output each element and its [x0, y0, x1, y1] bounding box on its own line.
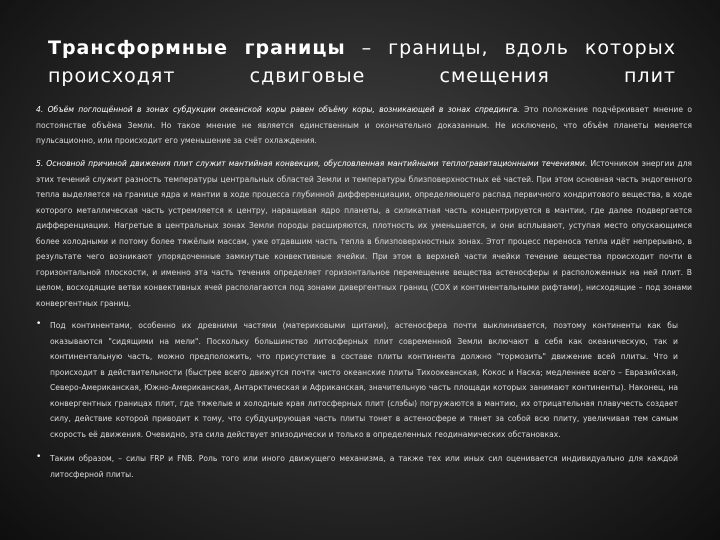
- title-bold-term: Трансформные границы: [48, 37, 346, 59]
- paragraph-4: [36, 102, 692, 149]
- bullet-text: Под континентами, особенно их древними частями (материковыми щитами), астеносфера почти выклинивается, поэтому континенты как бы оказываются "сидящими на мели". Поскольку большинство литосферных плит современной Земли включают в себя как океаническую, так и континентальную часть, можно предположить, что присутствие в составе плиты континента должно "тормозить" движение всей плиты. Что и происходит в действительности (быстрее всего движутся почти чисто океанские плиты Тихоокеанская, Кокос и Наска; медленнее всего – Евразийская, Северо-Американская, Южно-Американская, Антарктическая и Африканская, значительную часть площади которых занимают континенты). Наконец, на конвергентных границах плит, где тяжелые и холодные края литосферных плит (слэбы) погружаются в мантию, их отрицательная плавучесть создает силу, действие которой приводит к тому, что субдуцирующая часть плиты тонет в астеносфере и тянет за собой всю плиту, увеличивая тем самым скорость её движения. Очевидно, эта сила действует эпизодически и только в определенных геодинамических обстановках.: [50, 321, 678, 439]
- bullet-dot-icon: •: [36, 452, 42, 462]
- paragraph-5: [36, 156, 692, 311]
- bullet-text: Таким образом, – силы FRP и FNB. Роль того или иного движущего механизма, а также тех или иных сил оценивается индивидуально для каждой литосферной плиты.: [50, 454, 678, 479]
- paragraph-4-lead: 4. Объём поглощённой в зонах субдукции океанской коры равен объёму коры, возникающей в зонах спрединга.: [36, 105, 520, 114]
- bullet-dot-icon: •: [36, 319, 42, 329]
- slide-title: [48, 34, 676, 90]
- paragraph-5-lead: 5. Основной причиной движения плит служит мантийная конвекция, обусловленная мантийными теплогравитационными течениями.: [36, 159, 588, 168]
- title-definition: – границы, вдоль которых происходят сдвиговые смещения плит: [48, 37, 676, 87]
- paragraph-5-body: Источником энергии для этих течений служит разность температуры центральных областей Земли и температуры близповерхностных её частей. При этом основная часть эндогенного тепла выделяется на границе ядра и мантии в ходе процесса глубинной дифференциации, определяющего распад первичного хондритового вещества, в ходе которого металлическая часть устремляется к центру, наращивая ядро планеты, а силикатная часть концентрируется в мантии, где далее подвергается дифференциации. Нагретые в центральных зонах Земли породы расширяются, плотность их уменьшается, и они всплывают, уступая место опускающимся более холодными и потому более тяжёлым массам, уже отдавшим часть тепла в близповерхностных зонах. Этот процесс переноса тепла идёт непрерывно, в результате чего возникают упорядоченные замкнутые конвективные ячейки. При этом в верхней части ячейки течение вещества происходит почти в горизонтальной плоскости, и именно эта часть течения определяет горизонтальное перемещение вещества астеносферы и расположенных на ней плит. В целом, восходящие ветви конвективных ячей располагаются под зонами дивергентных границ (СОХ и континентальными рифтами), нисходящие – под зонами конвергентных границ.: [36, 159, 692, 308]
- paragraph-4-body: Это положение подчёркивает мнение о постоянстве объёма Земли. Но такое мнение не является единственным и окончательно доказанным. Не исключено, что объём планеты меняется пульсационно, или происходит его уменьшение за счёт охлаждения.: [36, 105, 692, 145]
